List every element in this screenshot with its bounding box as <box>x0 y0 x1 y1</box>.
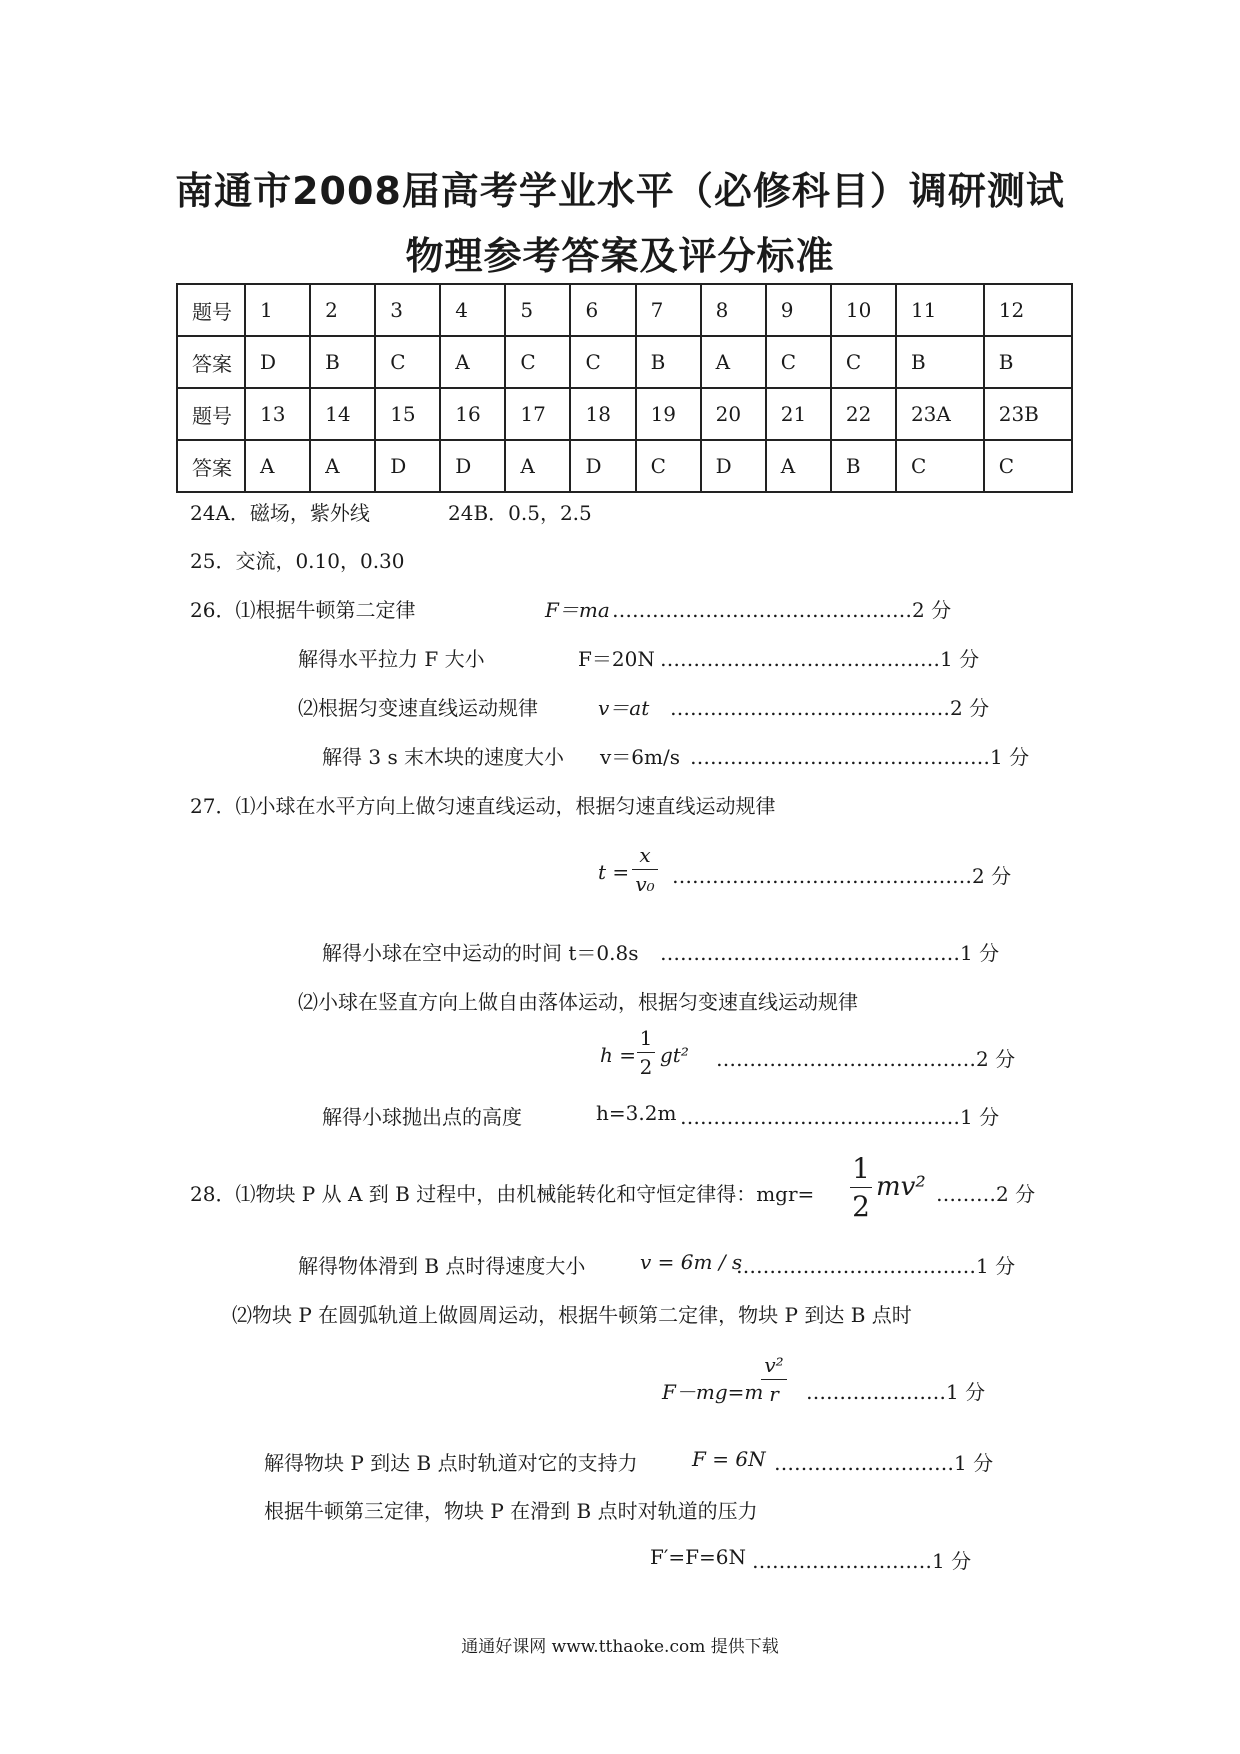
q28-eq1-fraction <box>850 1152 872 1223</box>
q27-line3-text: ⑵小球在竖直方向上做自由落体运动，根据匀变速直线运动规律 <box>298 990 858 1014</box>
table-cell: A <box>766 440 831 492</box>
table-cell: 17 <box>505 388 570 440</box>
answer-table <box>176 283 1073 493</box>
answer-24b: 24B．0.5，2.5 <box>448 501 592 525</box>
table-row <box>177 336 1072 388</box>
table-cell: 3 <box>375 284 440 336</box>
row-label: 答案 <box>177 336 245 388</box>
table-cell: C <box>570 336 635 388</box>
q27-line4-score: ……………………………………1 分 <box>680 1105 1000 1129</box>
q28-line5-text: 根据牛顿第三定律，物块 P 在滑到 B 点时对轨道的压力 <box>264 1499 758 1523</box>
table-cell: C <box>505 336 570 388</box>
table-cell: C <box>636 440 701 492</box>
q26-line2-equation: F＝20N <box>578 647 655 671</box>
table-cell: 19 <box>636 388 701 440</box>
table-cell: B <box>984 336 1072 388</box>
q28-eq2-score: …………………1 分 <box>806 1380 986 1404</box>
fraction-numerator: 1 <box>639 1026 653 1050</box>
table-cell: B <box>896 336 984 388</box>
fraction-denominator: 2 <box>639 1055 653 1079</box>
table-cell: 18 <box>570 388 635 440</box>
row-label: 答案 <box>177 440 245 492</box>
q26-line2-score: ……………………………………1 分 <box>660 647 980 671</box>
table-cell: D <box>440 440 505 492</box>
q26-line3-score: ……………………………………2 分 <box>670 696 990 720</box>
q27-line2-score: ………………………………………1 分 <box>660 941 1000 965</box>
q27-line4-equation: h=3.2m <box>596 1101 677 1125</box>
table-row <box>177 440 1072 492</box>
table-cell: 10 <box>831 284 896 336</box>
q26-line4-text: 解得 3 s 末木块的速度大小 <box>322 745 565 769</box>
q26-line1-text: 26．⑴根据牛顿第二定律 <box>190 598 416 622</box>
document-title: 南通市2008届高考学业水平（必修科目）调研测试 <box>175 169 1065 213</box>
table-cell: B <box>831 440 896 492</box>
q28-line2-equation: v = 6m / s <box>640 1250 743 1274</box>
q26-line1-equation: F＝ma <box>545 598 610 622</box>
table-cell: 8 <box>701 284 766 336</box>
table-cell: 11 <box>896 284 984 336</box>
answer-25: 25．交流，0.10，0.30 <box>190 549 405 573</box>
q26-line4-equation: v＝6m/s <box>600 745 680 769</box>
table-cell: C <box>896 440 984 492</box>
q27-eq2-lhs: h = <box>600 1043 636 1067</box>
table-cell: 20 <box>701 388 766 440</box>
fraction-numerator: x <box>639 843 651 867</box>
fraction-bar <box>850 1187 872 1188</box>
fraction-denominator: r <box>769 1382 779 1406</box>
table-cell: C <box>984 440 1072 492</box>
table-cell: D <box>375 440 440 492</box>
q28-line4-score: ………………………1 分 <box>774 1451 994 1475</box>
table-cell: 14 <box>310 388 375 440</box>
q26-line3-text: ⑵根据匀变速直线运动规律 <box>298 696 538 720</box>
table-cell: D <box>701 440 766 492</box>
table-cell: 6 <box>570 284 635 336</box>
table-cell: D <box>245 336 310 388</box>
fraction-bar <box>632 869 658 870</box>
table-cell: A <box>440 336 505 388</box>
fraction-bar <box>637 1052 655 1053</box>
fraction-numerator: 1 <box>852 1152 870 1185</box>
q26-line1-score: ………………………………………2 分 <box>612 598 952 622</box>
q26-line3-equation: v＝at <box>598 696 650 720</box>
table-row <box>177 284 1072 336</box>
q28-line1-text: 28．⑴物块 P 从 A 到 B 过程中，由机械能转化和守恒定律得：mgr= <box>190 1182 815 1206</box>
q28-line6-equation: F′=F=6N <box>650 1545 747 1569</box>
row-label: 题号 <box>177 388 245 440</box>
table-cell: B <box>636 336 701 388</box>
q28-line4-equation: F = 6N <box>692 1447 766 1471</box>
table-cell: C <box>766 336 831 388</box>
q28-eq1-rhs: mv² <box>876 1172 926 1202</box>
q28-line4-text: 解得物块 P 到达 B 点时轨道对它的支持力 <box>264 1451 638 1475</box>
q27-eq1-fraction <box>632 843 658 896</box>
q27-eq2-fraction <box>637 1026 655 1079</box>
q27-line1-text: 27．⑴小球在水平方向上做匀速直线运动，根据匀速直线运动规律 <box>190 794 776 818</box>
table-cell: 5 <box>505 284 570 336</box>
answer-24a: 24A．磁场，紫外线 <box>190 501 370 525</box>
q28-line6-score: ………………………1 分 <box>752 1549 972 1573</box>
q27-eq1-score: ………………………………………2 分 <box>672 864 1012 888</box>
q27-line4-text: 解得小球抛出点的高度 <box>322 1105 522 1129</box>
table-cell: 1 <box>245 284 310 336</box>
page-footer: 通通好课网 www.tthaoke.com 提供下载 <box>461 1637 779 1657</box>
q27-eq2-score: …………………………………2 分 <box>716 1047 1016 1071</box>
q28-eq2-fraction <box>761 1353 787 1406</box>
fraction-bar <box>761 1379 787 1380</box>
table-cell: A <box>245 440 310 492</box>
table-cell: 4 <box>440 284 505 336</box>
q26-line4-score: ………………………………………1 分 <box>690 745 1030 769</box>
table-cell: 13 <box>245 388 310 440</box>
table-cell: B <box>310 336 375 388</box>
table-row <box>177 388 1072 440</box>
table-cell: D <box>570 440 635 492</box>
table-cell: 21 <box>766 388 831 440</box>
table-cell: C <box>831 336 896 388</box>
table-cell: 2 <box>310 284 375 336</box>
table-cell: 16 <box>440 388 505 440</box>
table-cell: 15 <box>375 388 440 440</box>
q27-eq1-lhs: t = <box>598 860 630 884</box>
table-cell: 23B <box>984 388 1072 440</box>
table-cell: 22 <box>831 388 896 440</box>
document-subtitle: 物理参考答案及评分标准 <box>405 234 835 278</box>
table-cell: 12 <box>984 284 1072 336</box>
q28-line3-text: ⑵物块 P 在圆弧轨道上做圆周运动，根据牛顿第二定律，物块 P 到达 B 点时 <box>232 1303 912 1327</box>
table-cell: 7 <box>636 284 701 336</box>
q27-eq2-rhs: gt² <box>660 1043 689 1067</box>
table-cell: 9 <box>766 284 831 336</box>
q26-line2-text: 解得水平拉力 F 大小 <box>298 647 485 671</box>
row-label: 题号 <box>177 284 245 336</box>
table-cell: A <box>505 440 570 492</box>
q28-line2-score: ………………………………1 分 <box>736 1254 1016 1278</box>
fraction-numerator: v² <box>764 1353 784 1377</box>
table-cell: A <box>310 440 375 492</box>
table-cell: C <box>375 336 440 388</box>
table-cell: A <box>701 336 766 388</box>
q28-line2-text: 解得物体滑到 B 点时得速度大小 <box>298 1254 586 1278</box>
q28-eq2-lhs: F－mg=m <box>662 1380 764 1404</box>
q28-eq1-score: ………2 分 <box>936 1182 1036 1206</box>
table-cell: 23A <box>896 388 984 440</box>
q27-line2-text: 解得小球在空中运动的时间 t＝0.8s <box>322 941 639 965</box>
fraction-denominator: v₀ <box>635 872 655 896</box>
fraction-denominator: 2 <box>852 1190 870 1223</box>
